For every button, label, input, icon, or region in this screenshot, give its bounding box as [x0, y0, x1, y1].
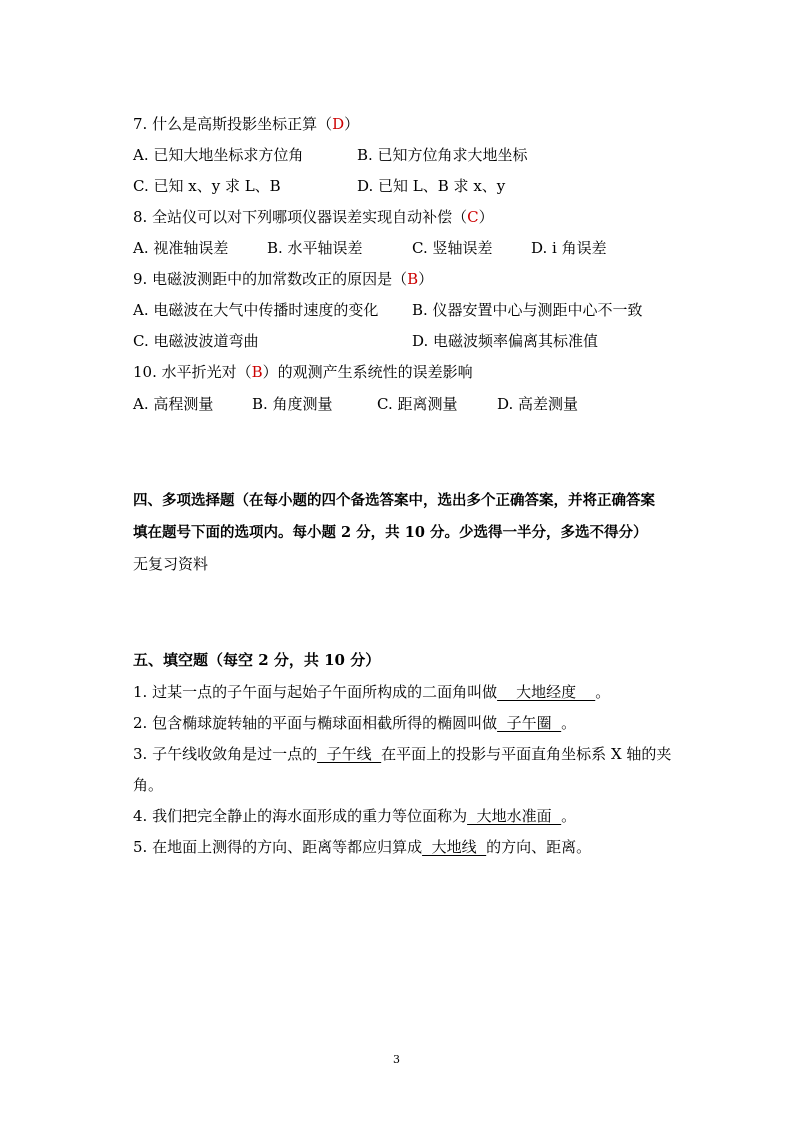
option-a: A. 视准轴误差: [133, 239, 229, 257]
question-text: 7. 什么是高斯投影坐标正算（: [133, 115, 333, 133]
answer-blank: 子午线: [317, 745, 382, 763]
option-c: C. 电磁波波道弯曲: [133, 332, 259, 350]
question-text: 10. 水平折光对（: [133, 363, 252, 381]
question-8: [133, 207, 494, 227]
section-4-note: 无复习资料: [133, 555, 209, 573]
fill-item-5: [133, 837, 591, 857]
option-b: B. 水平轴误差: [267, 239, 363, 257]
item-text: 。: [595, 683, 611, 701]
answer-blank: 大地经度: [497, 683, 596, 701]
answer-mark: D: [332, 115, 345, 133]
fill-item-1: [133, 682, 610, 702]
section-4-heading-cont: 填在题号下面的选项内。每小题 2 分，共 10 分。少选得一半分，多选不得分）: [133, 524, 648, 541]
option-d: D. 电磁波频率偏离其标准值: [412, 332, 599, 350]
option-b: B. 仪器安置中心与测距中心不一致: [412, 301, 643, 319]
item-text: 在平面上的投影与平面直角坐标系 X 轴的夹: [381, 745, 672, 763]
option-b: B. 已知方位角求大地坐标: [357, 146, 528, 164]
answer-mark: B: [251, 363, 263, 381]
answer-mark: B: [407, 270, 419, 288]
item-text: 5. 在地面上测得的方向、距离等都应归算成: [133, 838, 423, 856]
fill-item-4: [133, 806, 576, 826]
option-a: A. 高程测量: [133, 395, 214, 413]
question-10-options: [0, 394, 793, 414]
question-9-options: [0, 331, 793, 351]
page-number: 3: [393, 1053, 400, 1066]
item-text: 2. 包含椭球旋转轴的平面与椭球面相截所得的椭圆叫做: [133, 714, 498, 732]
section-5-heading: 五、填空题（每空 2 分，共 10 分）: [133, 651, 381, 669]
option-a: A. 电磁波在大气中传播时速度的变化: [133, 301, 379, 319]
option-d: D. 已知 L、B 求 x、y: [357, 177, 506, 195]
option-c: C. 竖轴误差: [412, 239, 493, 257]
item-text: 。: [561, 714, 577, 732]
item-text: 4. 我们把完全静止的海水面形成的重力等位面称为: [133, 807, 468, 825]
question-text: ）: [478, 208, 494, 226]
fill-item-3-cont: 角。: [133, 776, 164, 794]
fill-item-2: [133, 713, 576, 733]
item-text: 1. 过某一点的子午面与起始子午面所构成的二面角叫做: [133, 683, 498, 701]
question-8-options: [0, 238, 793, 258]
option-c: C. 已知 x、y 求 L、B: [133, 177, 281, 195]
question-9-options: [0, 300, 793, 320]
question-text: ）的观测产生系统性的误差影响: [262, 363, 473, 381]
question-text: ）: [344, 115, 360, 133]
option-a: A. 已知大地坐标求方位角: [133, 146, 304, 164]
answer-mark: C: [467, 208, 479, 226]
question-text: ）: [418, 270, 434, 288]
question-10: [133, 362, 473, 382]
section-4-heading: 四、多项选择题（在每小题的四个备选答案中，选出多个正确答案，并将正确答案: [133, 492, 655, 509]
question-9: [133, 269, 433, 289]
question-7-options: [0, 145, 793, 165]
answer-blank: 子午圈: [497, 714, 562, 732]
question-7: [133, 114, 359, 134]
fill-item-3: [133, 744, 671, 764]
option-d: D. 高差测量: [497, 395, 579, 413]
question-7-options: [0, 176, 793, 196]
question-text: 8. 全站仪可以对下列哪项仪器误差实现自动补偿（: [133, 208, 468, 226]
question-text: 9. 电磁波测距中的加常数改正的原因是（: [133, 270, 408, 288]
option-c: C. 距离测量: [377, 395, 458, 413]
item-text: 的方向、距离。: [486, 838, 592, 856]
item-text: 3. 子午线收敛角是过一点的: [133, 745, 318, 763]
answer-blank: 大地水准面: [467, 807, 562, 825]
option-d: D. i 角误差: [531, 239, 607, 257]
item-text: 。: [561, 807, 577, 825]
option-b: B. 角度测量: [252, 395, 333, 413]
answer-blank: 大地线: [422, 838, 487, 856]
